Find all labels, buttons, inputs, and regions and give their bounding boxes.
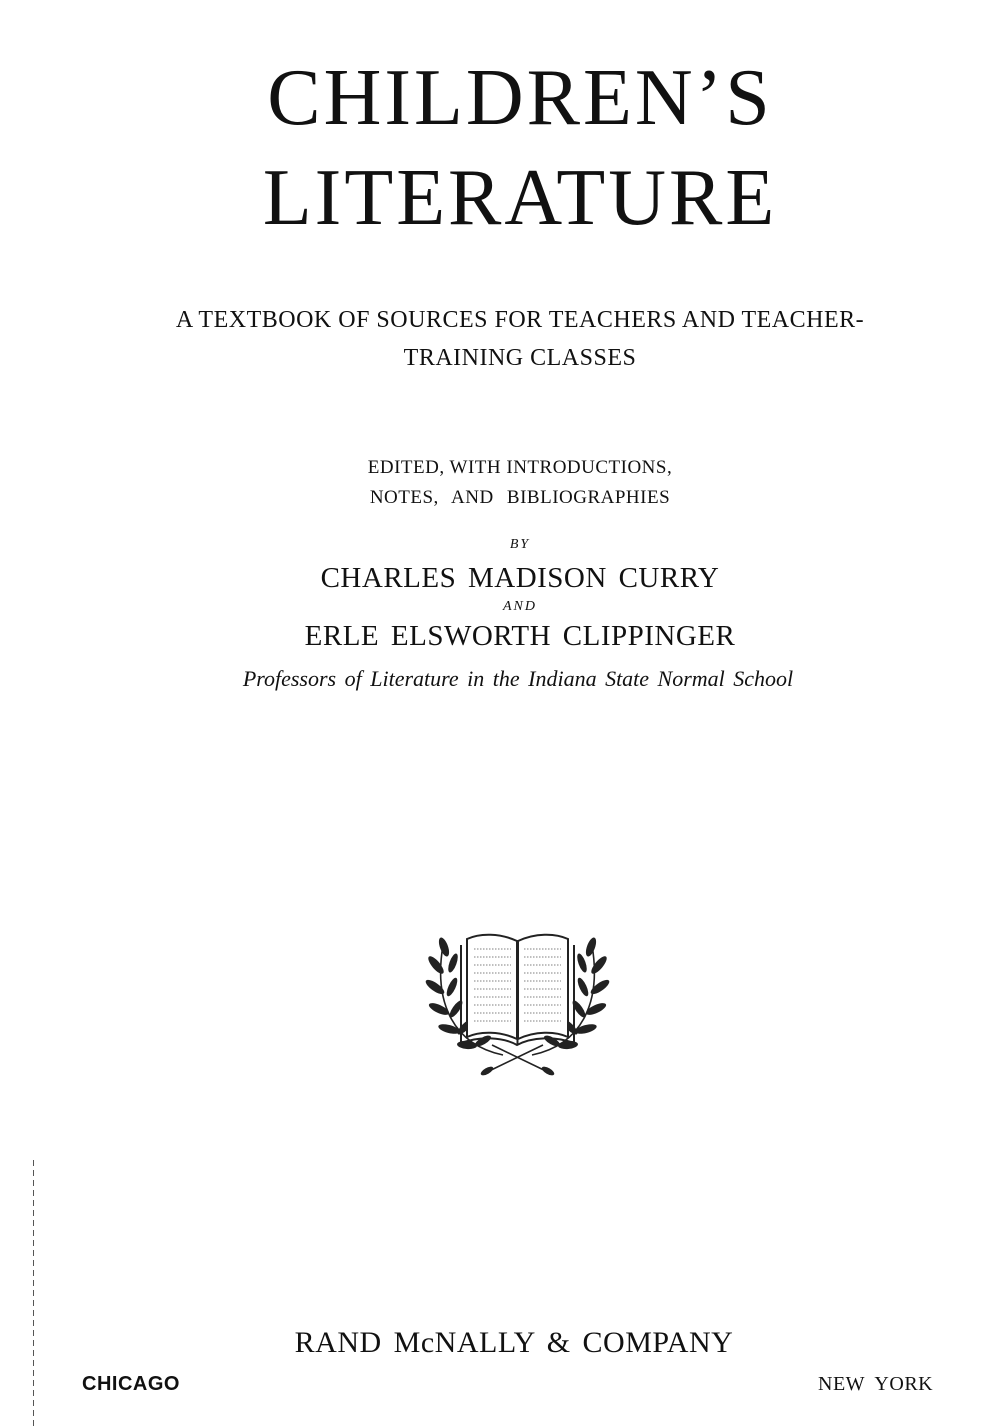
edited-line-2: NOTES, AND BIBLIOGRAPHIES (369, 487, 671, 508)
title-line-2: LITERATURE (262, 154, 778, 242)
edited-line-1: EDITED, WITH INTRODUCTIONS, (367, 457, 673, 478)
city-left: CHICAGO (82, 1373, 180, 1395)
subtitle-line-2: TRAINING CLASSES (403, 345, 637, 371)
subtitle-line-1: A TEXTBOOK OF SOURCES FOR TEACHERS AND TEACHER- (175, 307, 865, 333)
author-affiliation: Professors of Literature in the Indiana State Normal School (242, 666, 794, 691)
publisher-name: RAND McNALLY & COMPANY (294, 1326, 734, 1359)
title-line-1: CHILDREN’S (267, 54, 773, 142)
author-conjunction: AND (503, 599, 537, 614)
open-book-laurel-wreath-icon (425, 905, 610, 1085)
city-right: NEW YORK (818, 1373, 934, 1395)
author-second: ERLE ELSWORTH CLIPPINGER (304, 620, 736, 652)
by-label: BY (509, 537, 531, 552)
author-first: CHARLES MADISON CURRY (320, 562, 720, 594)
page-edge-mark (33, 1160, 34, 1428)
